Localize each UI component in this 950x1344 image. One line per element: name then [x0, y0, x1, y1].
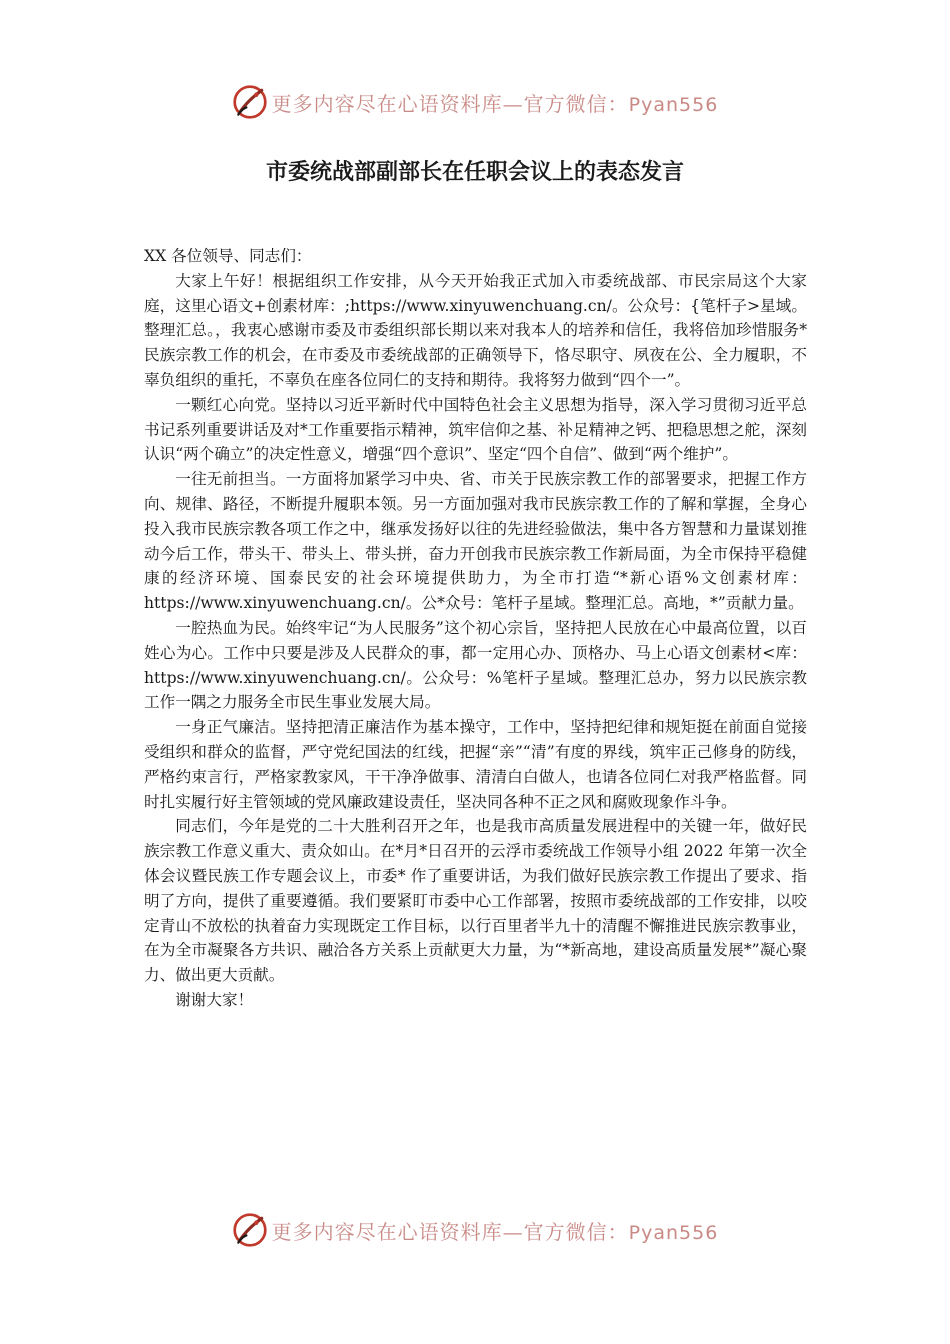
paragraph-thanks: 谢谢大家！: [175, 990, 254, 1009]
watermark-label: 更多内容尽在心语资料库—官方微信：: [271, 1219, 629, 1244]
paragraph-intro: 大家上午好！根据组织工作安排，从今天开始我正式加入市委统战部、市民宗局这个大家庭，这里心语文+创素材库：;https://www.xinyuwenchuang.cn/。公众号：{笔杆子>星域。整理汇总。，我衷心感谢市委及市委组织部长期以来对我本人的培养和信任，我将倍加珍惜服务*民族宗教工作的机会，在市委及市委统战部的正确领导下，恪尽职守、夙夜在公、全力履职，不辜负组织的重托，不辜负在座各位同仁的支持和期待。我将努力做到“四个一”。: [144, 271, 807, 389]
watermark-wechat: Pyan556: [628, 1221, 719, 1244]
watermark-header: [0, 80, 950, 124]
paragraph-people: 一腔热血为民。始终牢记“为人民服务”这个初心宗旨，坚持把人民放在心中最高位置，以百姓心为心。工作中只要是涉及人民群众的事，都一定用心办、顶格办、马上心语文创素材<库：https://www.xinyuwenchuang.cn/。公众号：%笔杆子星域。整理汇总办，努力以民族宗教工作一隅之力服务全市民生事业发展大局。: [144, 618, 807, 712]
paragraph-loyalty: 一颗红心向党。坚持以习近平新时代中国特色社会主义思想为指导，深入学习贯彻习近平总书记系列重要讲话及对*工作重要指示精神，筑牢信仰之基、补足精神之钙、把稳思想之舵，深刻认识“两个确立”的决定性意义，增强“四个意识”、坚定“四个自信”、做到“两个维护”。: [144, 395, 807, 464]
watermark-footer: [0, 1208, 950, 1252]
document-body: [144, 244, 807, 1013]
paragraph-integrity: 一身正气廉洁。坚持把清正廉洁作为基本操守，工作中，坚持把纪律和规矩挺在前面自觉接受组织和群众的监督，严守党纪国法的红线，把握“亲”“清”有度的界线，筑牢正己修身的防线，严格约束言行，严格家教家风，干干净净做事、清清白白做人，也请各位同仁对我严格监督。同时扎实履行好主管领域的党风廉政建设责任，坚决同各种不正之风和腐败现象作斗争。: [144, 718, 807, 811]
paragraph-responsibility: 一往无前担当。一方面将加紧学习中央、省、市关于民族宗教工作的部署要求，把握工作方向、规律、路径，不断提升履职本领。另一方面加强对我市民族宗教工作的了解和掌握，全身心投入我市民族宗教各项工作之中，继承发扬好以往的先进经验做法，集中各方智慧和力量谋划推动今后工作，带头干、带头上、带头拼，奋力开创我市民族宗教工作新局面，为全市保持平稳健康的经济环境、国泰民安的社会环境提供助力，为全市打造“*新心语%文创素材库：https://www.xinyuwenchuang.cn/。公*众号：笔杆子星域。整理汇总。高地，*”贡献力量。: [144, 470, 807, 613]
salutation: XX 各位领导、同志们：: [144, 247, 312, 265]
document-title: 市委统战部副部长在任职会议上的表态发言: [265, 160, 684, 185]
brush-logo-icon: [232, 84, 268, 120]
watermark-label: 更多内容尽在心语资料库—官方微信：: [271, 91, 629, 116]
watermark-text: [272, 1216, 719, 1245]
watermark-text: [272, 88, 719, 117]
brush-logo-icon: [232, 1212, 268, 1248]
paragraph-conclusion: 同志们，今年是党的二十大胜利召开之年，也是我市高质量发展进程中的关键一年，做好民族宗教工作意义重大、责众如山。在*月*日召开的云浮市委统战工作领导小组 2022 年第一次全体会议暨民族工作专题会议上，市委* 作了重要讲话，为我们做好民族宗教工作提出了要求、指明了方向，提供了重要遵循。我们要紧盯市委中心工作部署，按照市委统战部的工作安排，以咬定青山不放松的执着奋力实现既定工作目标，以行百里者半九十的清醒不懈推进民族宗教事业，在为全市凝聚各方共识、融洽各方关系上贡献更大力量，为“*新高地，建设高质量发展*”凝心聚力、做出更大贡献。: [144, 817, 807, 985]
watermark-wechat: Pyan556: [628, 93, 719, 116]
